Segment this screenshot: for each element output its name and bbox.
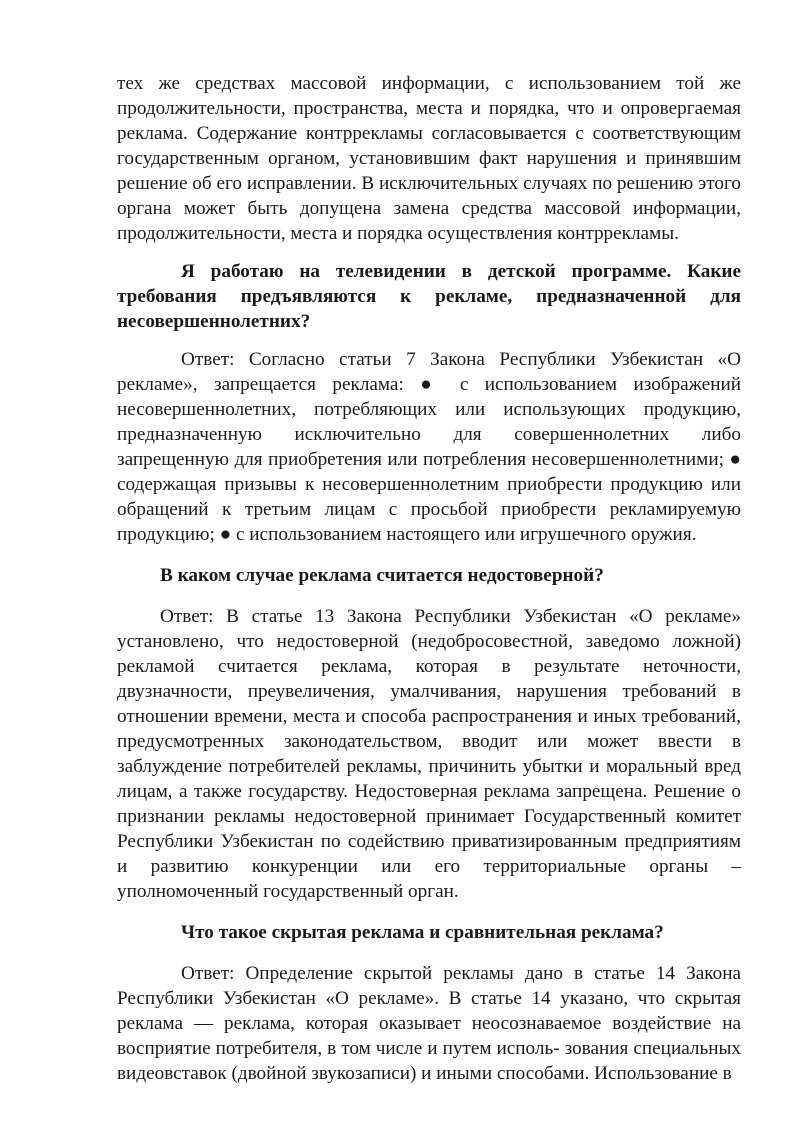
question-hidden-advertising: Что такое скрытая реклама и сравнительная реклама?: [181, 922, 664, 943]
answer-unreliable-advertising: Ответ: В статье 13 Закона Республики Узбекистан «О рекламе» установлено, что недостоверной (недобросовестной, заведомо ложной) рекламой считается реклама, которая в результате неточности, двузначности, преувеличения, умалчивания, нарушения требований в отношении времени, места и способа распространения и иных требований, предусмотренных законодательством, вводит или может ввести в заблуждение потребителей рекламы, причинить убытки и моральный вред лицам, а также государству. Недостоверная реклама запрещена. Решение о признании рекламы недостоверной принимает Государственный комитет Республики Узбекистан по содействию приватизированным предприятиям и развитию конкуренции или его территориальные органы – уполномоченный государственный орган.: [117, 606, 741, 902]
answer-hidden-advertising: Ответ: Определение скрытой рекламы дано в статье 14 Закона Республики Узбекистан «О рекламе». В статье 14 указано, что скрытая реклама — реклама, которая оказывает неосознаваемое воздействие на восприятие потребителя, в том числе и путем исполь- зования специальных видеовставок (двойной звукозаписи) и иными способами. Использование в: [117, 963, 741, 1084]
document-page: [117, 71, 741, 1086]
answer-minors-advertising: Ответ: Согласно статьи 7 Закона Республики Узбекистан «О рекламе», запрещается реклама: ● с использованием изображений несовершеннолетних, потребляющих или использующих продукцию, предназначенную исключительно для совершеннолетних либо запрещенную для приобретения или потребления несовершеннолетними; ● содержащая призывы к несовершеннолетним приобрести продукцию или обращений к третьим лицам с просьбой приобрести рекламируемую продукцию; ● с использованием настоящего или игрушечного оружия.: [117, 349, 741, 545]
question-minors-advertising: Я работаю на телевидении в детской программе. Какие требования предъявляются к рекламе, предназначенной для несовершеннолетних?: [117, 261, 741, 332]
paragraph-counter-advertising: тех же средствах массовой информации, с использованием той же продолжительности, пространства, места и порядка, что и опровергаемая реклама. Содержание контррекламы согласовывается с соответствующим государственным органом, установившим факт нарушения и принявшим решение об его исправлении. В исключительных случаях по решению этого органа может быть допущена замена средства массовой информации, продолжительности, места и порядка осуществления контррекламы.: [117, 73, 741, 244]
question-unreliable-advertising: В каком случае реклама считается недостоверной?: [160, 565, 604, 586]
